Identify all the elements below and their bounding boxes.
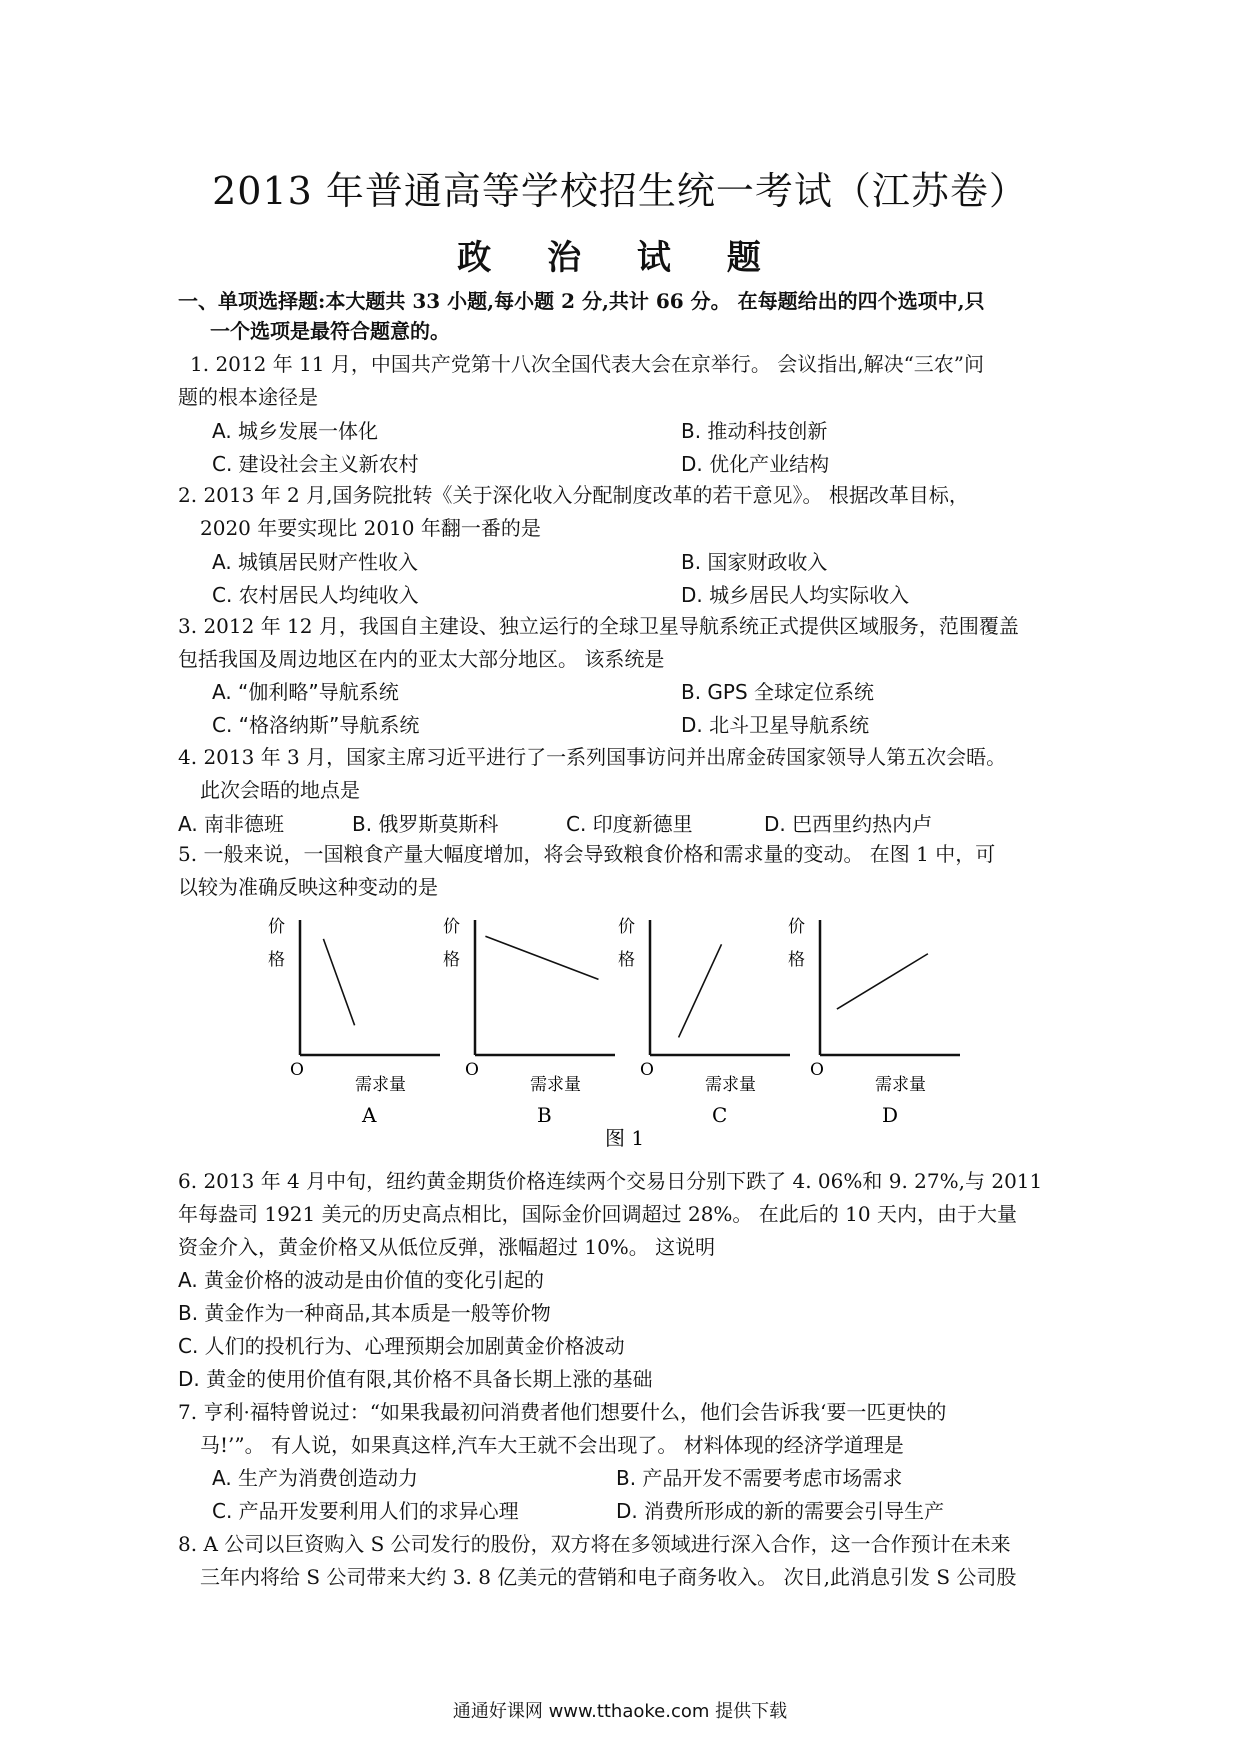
figure-caption: 图 1	[605, 1126, 645, 1150]
q1-option-b: B. 推动科技创新	[681, 419, 828, 443]
panel-b-y-label-1: 价	[443, 917, 460, 937]
q6-line1: 6. 2013 年 4 月中旬，纽约黄金期货价格连续两个交易日分别下跌了 4. 06%和 9. 27%,与 2011	[178, 1169, 1043, 1193]
q2-line2: 2020 年要实现比 2010 年翻一番的是	[200, 516, 541, 540]
panel-c-curve	[679, 944, 722, 1037]
panel-d-label: D	[882, 1103, 899, 1127]
q8-line2: 三年内将给 S 公司带来大约 3. 8 亿美元的营销和电子商务收入。 次日,此消息引发 S 公司股	[200, 1565, 1017, 1589]
q4-option-b: B. 俄罗斯莫斯科	[352, 812, 499, 836]
q6-option-c: C. 人们的投机行为、心理预期会加剧黄金价格波动	[178, 1334, 625, 1358]
q6-option-b: B. 黄金作为一种商品,其本质是一般等价物	[178, 1301, 551, 1325]
q1-option-a: A. 城乡发展一体化	[212, 419, 379, 443]
panel-b-label: B	[537, 1103, 552, 1127]
panel-d-y-label-2: 格	[788, 950, 805, 970]
q3-option-a: A. “伽利略”导航系统	[212, 680, 399, 704]
q3-line1: 3. 2012 年 12 月，我国自主建设、独立运行的全球卫星导航系统正式提供区域服务，范围覆盖	[178, 614, 1019, 638]
panel-b-origin: O	[465, 1060, 479, 1080]
q7-option-b: B. 产品开发不需要考虑市场需求	[616, 1466, 903, 1490]
panel-a-y-label-1: 价	[268, 917, 285, 937]
exam-subtitle: 政 治 试 题	[457, 238, 783, 278]
panel-a-label: A	[362, 1103, 377, 1127]
q3-line2: 包括我国及周边地区在内的亚太大部分地区。 该系统是	[178, 647, 665, 671]
panel-c-label: C	[712, 1103, 728, 1127]
q4-option-d: D. 巴西里约热内卢	[764, 812, 933, 836]
q8-line1: 8. A 公司以巨资购入 S 公司发行的股份，双方将在多领域进行深入合作，这一合作预计在未来	[178, 1532, 1011, 1556]
q6-option-a: A. 黄金价格的波动是由价值的变化引起的	[178, 1268, 545, 1292]
q7-line2: 马!’”。 有人说，如果真这样,汽车大王就不会出现了。 材料体现的经济学道理是	[200, 1433, 904, 1457]
q2-line1: 2. 2013 年 2 月,国务院批转《关于深化收入分配制度改革的若干意见》。 根据改革目标，	[178, 483, 969, 507]
section-heading-line1: 一、单项选择题:本大题共 33 小题,每小题 2 分,共计 66 分。 在每题给出的四个选项中,只	[178, 289, 985, 313]
panel-b-curve	[485, 936, 598, 979]
section-heading	[178, 286, 1078, 346]
q5-line1: 5. 一般来说，一国粮食产量大幅度增加，将会导致粮食价格和需求量的变动。 在图 1 中，可	[178, 842, 996, 866]
q6-line2: 年每盎司 1921 美元的历史高点相比，国际金价回调超过 28%。 在此后的 10 天内，由于大量	[178, 1202, 1017, 1226]
q7-option-d: D. 消费所形成的新的需要会引导生产	[616, 1499, 945, 1523]
q6-line3: 资金介入，黄金价格又从低位反弹，涨幅超过 10%。 这说明	[178, 1235, 716, 1259]
q4-option-c: C. 印度新德里	[566, 812, 693, 836]
q1-line1: 1. 2012 年 11 月，中国共产党第十八次全国代表大会在京举行。 会议指出,解决“三农”问	[190, 352, 985, 376]
q3-option-d: D. 北斗卫星导航系统	[681, 713, 870, 737]
q7-option-c: C. 产品开发要利用人们的求异心理	[212, 1499, 519, 1523]
footer-source: 通通好课网 www.tthaoke.com 提供下载	[452, 1701, 788, 1722]
panel-d-curve	[837, 954, 928, 1009]
panel-c-y-label-1: 价	[618, 917, 635, 937]
q4-line1: 4. 2013 年 3 月，国家主席习近平进行了一系列国事访问并出席金砖国家领导人第五次会晤。	[178, 745, 1007, 769]
q3-option-c: C. “格洛纳斯”导航系统	[212, 713, 420, 737]
q1-line2: 题的根本途径是	[178, 385, 318, 409]
panel-b-x-label: 需求量	[530, 1075, 581, 1095]
panel-c-origin: O	[640, 1060, 654, 1080]
q4-line2: 此次会晤的地点是	[200, 778, 360, 802]
q4-option-a: A. 南非德班	[178, 812, 285, 836]
panel-a-y-label-2: 格	[268, 950, 285, 970]
panel-c-y-label-2: 格	[618, 950, 635, 970]
panel-c-x-label: 需求量	[705, 1075, 756, 1095]
panel-a-curve	[323, 939, 354, 1025]
panel-a-x-label: 需求量	[355, 1075, 406, 1095]
q2-option-d: D. 城乡居民人均实际收入	[681, 583, 910, 607]
panel-d-x-label: 需求量	[875, 1075, 926, 1095]
q2-option-b: B. 国家财政收入	[681, 550, 828, 574]
panel-b-y-label-2: 格	[443, 950, 460, 970]
figure-1-demand-curves	[250, 905, 1010, 1165]
q1-option-c: C. 建设社会主义新农村	[212, 452, 419, 476]
q7-line1: 7. 亨利·福特曾说过：“如果我最初问消费者他们想要什么，他们会告诉我‘要一匹更快的	[178, 1400, 947, 1424]
q3-option-b: B. GPS 全球定位系统	[681, 680, 875, 704]
q7-option-a: A. 生产为消费创造动力	[212, 1466, 419, 1490]
panel-d-y-label-1: 价	[788, 917, 805, 937]
q6-option-d: D. 黄金的使用价值有限,其价格不具备长期上涨的基础	[178, 1367, 653, 1391]
section-heading-line2: 一个选项是最符合题意的。	[210, 319, 450, 343]
q1-option-d: D. 优化产业结构	[681, 452, 830, 476]
panel-d-origin: O	[810, 1060, 824, 1080]
panel-a-origin: O	[290, 1060, 304, 1080]
q2-option-a: A. 城镇居民财产性收入	[212, 550, 419, 574]
q2-option-c: C. 农村居民人均纯收入	[212, 583, 419, 607]
q5-line2: 以较为准确反映这种变动的是	[178, 875, 438, 899]
exam-title: 2013 年普通高等学校招生统一考试（江苏卷）	[212, 169, 1028, 213]
